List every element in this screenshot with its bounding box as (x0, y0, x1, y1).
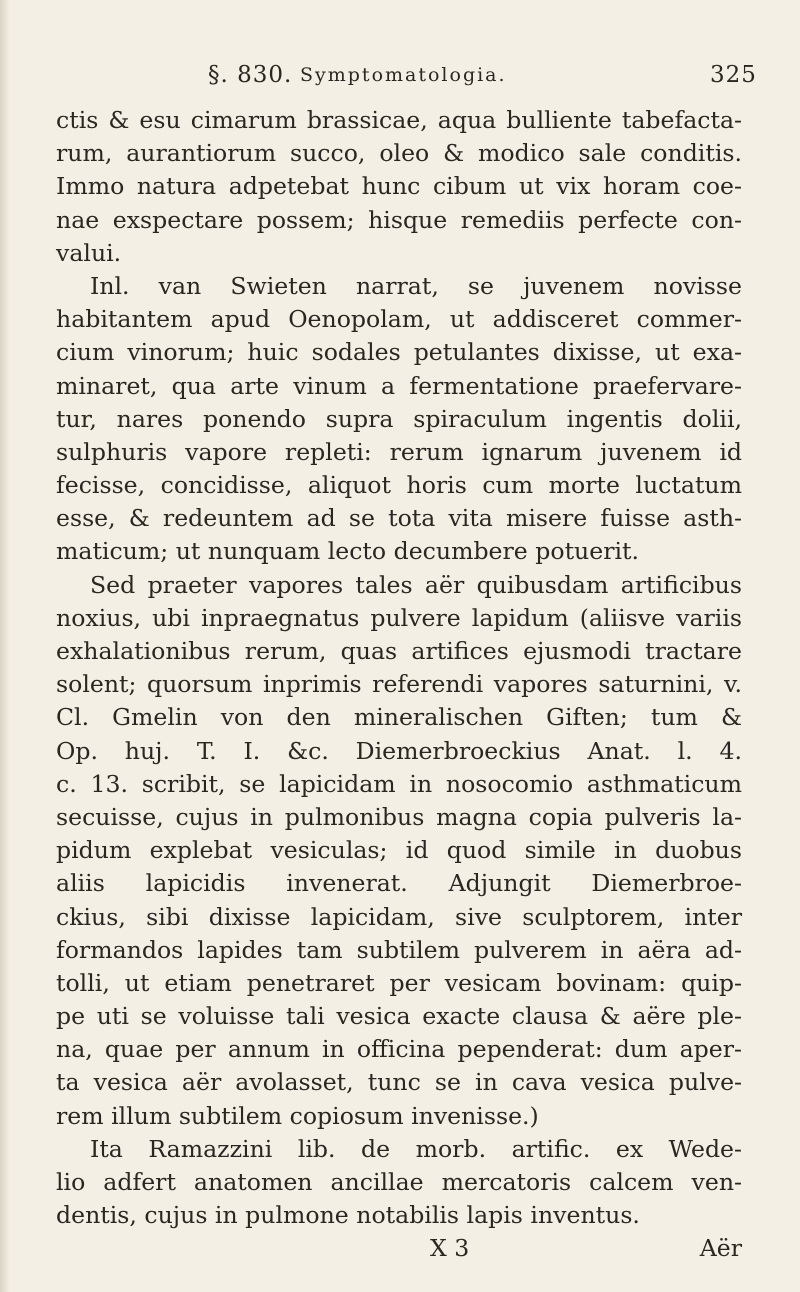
text-line: Sed praeter vapores tales aër quibusdam artificibus (90, 570, 742, 599)
running-title: Symptomatologia. (300, 64, 507, 86)
text-line: exhalationibus rerum, quas artifices ejusmodi tractare (56, 637, 742, 665)
text-line: ta vesica aër avolasset, tunc se in cava vesica pulve- (56, 1068, 742, 1097)
text-line: ckius, sibi dixisse lapicidam, sive sculptorem, inter (56, 902, 742, 931)
text-line: dentis, cujus in pulmone notabilis lapis inventus. (56, 1201, 640, 1230)
text-line: solent; quorsum inprimis referendi vapores saturnini, v. (56, 670, 742, 699)
text-line: rem illum subtilem copiosum invenisse.) (56, 1101, 539, 1130)
page-gutter-shadow (0, 0, 10, 1292)
text-line: secuisse, cujus in pulmonibus magna copia pulveris la- (56, 802, 742, 831)
text-line: aliis lapicidis invenerat. Adjungit Diemerbroe- (56, 869, 742, 898)
text-line: sulphuris vapore repleti: rerum ignarum juvenem id (56, 437, 742, 466)
text-line: Immo natura adpetebat hunc cibum ut vix horam coe- (56, 172, 742, 201)
text-line: maticum; ut nunquam lecto decumbere potuerit. (56, 537, 640, 566)
page-footer (56, 1232, 742, 1265)
text-line: minaret, qua arte vinum a fermentatione praefervare- (56, 371, 742, 400)
text-line: c. 13. scribit, se lapicidam in nosocomio asthmaticum (56, 769, 742, 798)
text-line: esse, & redeuntem ad se tota vita misere fuisse asth- (56, 504, 742, 533)
text-line: Inl. van Swieten narrat, se juvenem novisse (90, 271, 742, 300)
text-line: Op. huj. T. I. &c. Diemerbroeckius Anat. l. 4. (56, 736, 742, 765)
text-line: na, quae per annum in officina pependerat: dum aper- (56, 1035, 742, 1064)
text-line: formandos lapides tam subtilem pulverem in aëra ad- (56, 935, 742, 964)
text-line: Cl. Gmelin von den mineralischen Giften; tum & (56, 703, 742, 732)
text-line: nae exspectare possem; hisque remediis perfecte con- (56, 205, 742, 234)
text-line: lio adfert anatomen ancillae mercatoris calcem ven- (56, 1168, 742, 1196)
text-line: Ita Ramazzini lib. de morb. artific. ex Wede- (90, 1134, 742, 1163)
text-line: cium vinorum; huic sodales petulantes dixisse, ut exa- (56, 338, 742, 367)
running-header (0, 62, 800, 96)
text-line: tolli, ut etiam penetraret per vesicam bovinam: quip- (56, 968, 742, 997)
text-line: pidum explebat vesiculas; id quod simile in duobus (56, 836, 742, 865)
catchword: Aër (699, 1234, 742, 1263)
section-number: §. 830. (208, 62, 293, 88)
page-number: 325 (710, 62, 757, 88)
text-line: noxius, ubi inpraegnatus pulvere lapidum (aliisve variis (56, 603, 742, 632)
text-line: fecisse, concidisse, aliquot horis cum morte luctatum (56, 471, 742, 500)
text-line: ctis & esu cimarum brassicae, aqua bulliente tabefacta- (56, 106, 742, 134)
body-text (56, 104, 742, 1266)
text-line: pe uti se voluisse tali vesica exacte clausa & aëre ple- (56, 1002, 742, 1031)
signature-mark: X 3 (430, 1234, 470, 1263)
text-line: tur, nares ponendo supra spiraculum ingentis dolii, (56, 404, 742, 433)
text-line: valui. (56, 238, 122, 267)
text-line: habitantem apud Oenopolam, ut addisceret commer- (56, 305, 742, 334)
text-line: rum, aurantiorum succo, oleo & modico sale conditis. (56, 139, 742, 168)
